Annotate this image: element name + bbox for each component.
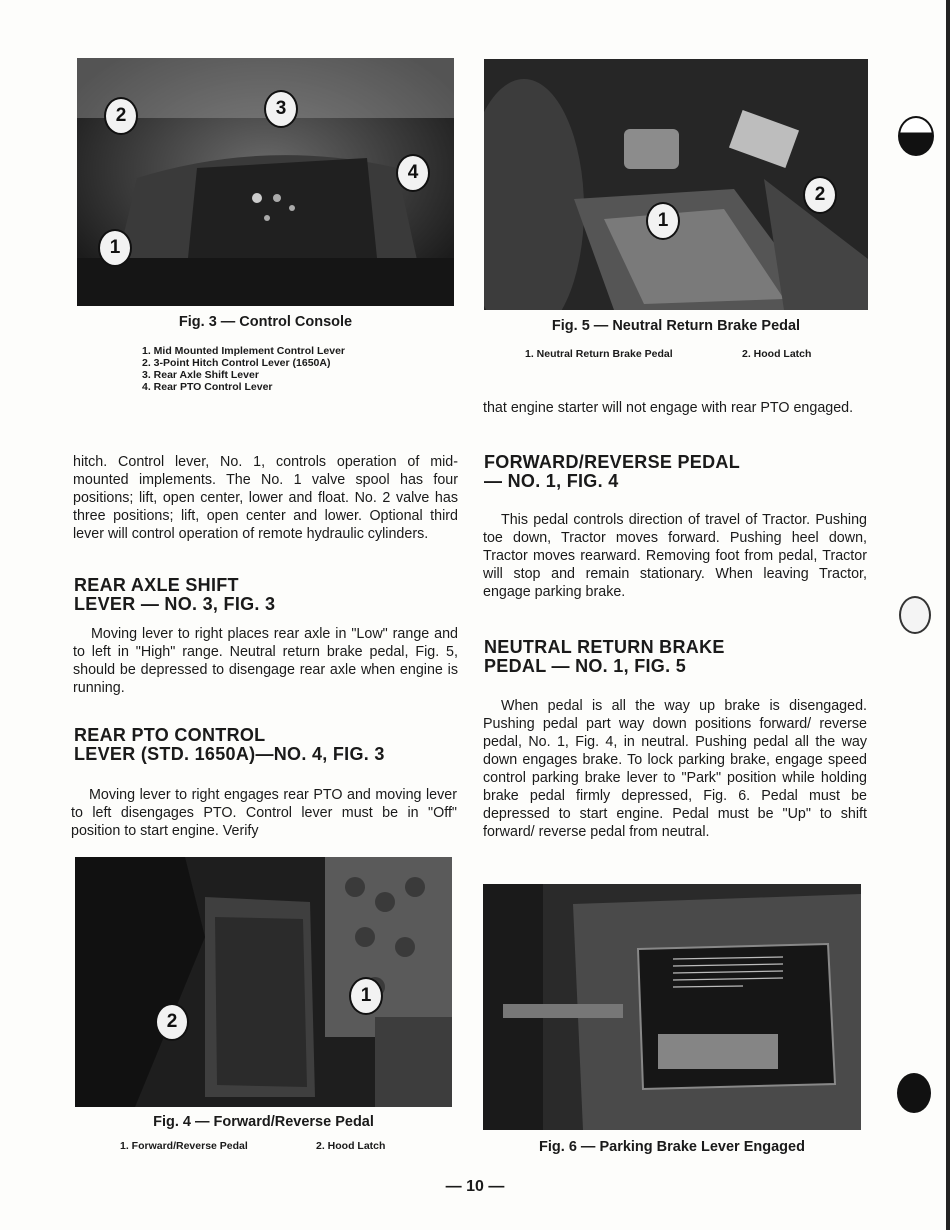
fig4-callout-2: 2 <box>155 1003 189 1041</box>
left-para-1-text: hitch. Control lever, No. 1, controls operation of mid-mounted implements. The No. 1 valve spool has four positions; lift, open center, lower and float. No. 2 valve has three positions; lift, open center and lower. Optional third lever will control operation of remote hydraulic cylinders. <box>73 454 458 542</box>
binder-hole-middle-icon <box>899 596 931 634</box>
right-para-2 <box>483 697 867 841</box>
left-para-3 <box>71 786 457 840</box>
fig3-callout-2: 2 <box>104 97 138 135</box>
fig6-caption: Fig. 6 — Parking Brake Lever Engaged <box>539 1139 805 1155</box>
fig3-callout-1: 1 <box>98 229 132 267</box>
fig5-callout-2: 2 <box>803 176 837 214</box>
right-edge-border <box>946 0 950 1230</box>
fig3-caption: Fig. 3 — Control Console <box>178 314 353 330</box>
fig3-legend-item: 3. Rear Axle Shift Lever <box>142 369 259 381</box>
forward-reverse-heading-line2: — NO. 1, FIG. 4 <box>484 471 619 491</box>
forward-reverse-heading-line1: FORWARD/REVERSE PEDAL <box>484 452 740 472</box>
left-para-1 <box>73 453 458 543</box>
right-para-1-text: This pedal controls direction of travel of Tractor. Pushing toe down, Tractor moves forward. Pushing heel down, Tractor moves rearward. Removing foot from pedal, Tractor will stop and remain stationary. When leaving Tractor, engage parking brake. <box>483 512 867 600</box>
fig5-callout-1: 1 <box>646 202 680 240</box>
fig3-legend-item: 4. Rear PTO Control Lever <box>142 381 273 393</box>
rear-axle-heading <box>74 576 459 614</box>
left-para-3-text: Moving lever to right engages rear PTO and moving lever to left disengages PTO. Control lever must be in "Off" position to start engine. Verify <box>71 787 457 839</box>
fig6-photo <box>483 884 861 1130</box>
fig3-callout-3: 3 <box>264 90 298 128</box>
page-number: — 10 — <box>445 1178 505 1195</box>
right-para-0 <box>483 399 867 417</box>
fig4-legend-item-1: 1. Forward/Reverse Pedal <box>120 1140 248 1152</box>
binder-hole-bottom-icon <box>897 1073 931 1113</box>
neutral-return-heading <box>484 638 868 676</box>
forward-reverse-heading <box>484 453 868 491</box>
rear-pto-heading-line1: REAR PTO CONTROL <box>74 725 266 745</box>
left-para-2-text: Moving lever to right places rear axle in "Low" range and to left in "High" range. Neutral return brake pedal, Fig. 5, should be depressed to disengage rear axle when engine is running. <box>73 626 458 696</box>
binder-hole-top-icon <box>898 116 934 156</box>
left-para-2 <box>73 625 458 697</box>
fig4-legend-item-2: 2. Hood Latch <box>316 1140 386 1152</box>
rear-pto-heading <box>74 726 459 764</box>
fig3-callout-4: 4 <box>396 154 430 192</box>
fig3-legend-item: 1. Mid Mounted Implement Control Lever <box>142 345 346 357</box>
fig3-legend-item: 2. 3-Point Hitch Control Lever (1650A) <box>142 357 331 369</box>
neutral-return-heading-line1: NEUTRAL RETURN BRAKE <box>484 637 725 657</box>
right-para-2-text: When pedal is all the way up brake is disengaged. Pushing pedal part way down positions forward/ reverse pedal, No. 1, Fig. 4, in neutral. Pushing pedal all the way down engages brake. To lock parking brake, engage speed control parking brake lever to "Park" position while holding brake pedal firmly depressed, Fig. 6. Pedal must be depressed to start engine. Pedal must be "Up" to shift forward/ reverse pedal from neutral. <box>483 698 867 840</box>
right-para-0-text: that engine starter will not engage with rear PTO engaged. <box>483 400 854 416</box>
fig5-legend-item-2: 2. Hood Latch <box>742 348 812 360</box>
rear-pto-heading-line2: LEVER (STD. 1650A)—NO. 4, FIG. 3 <box>74 744 385 764</box>
rear-axle-heading-line2: LEVER — NO. 3, FIG. 3 <box>74 594 276 614</box>
neutral-return-heading-line2: PEDAL — NO. 1, FIG. 5 <box>484 656 687 676</box>
fig4-caption: Fig. 4 — Forward/Reverse Pedal <box>153 1114 374 1130</box>
fig5-caption: Fig. 5 — Neutral Return Brake Pedal <box>551 318 801 334</box>
right-para-1 <box>483 511 867 601</box>
fig4-callout-1: 1 <box>349 977 383 1015</box>
fig3-legend <box>142 345 345 393</box>
fig5-legend-item-1: 1. Neutral Return Brake Pedal <box>525 348 673 360</box>
rear-axle-heading-line1: REAR AXLE SHIFT <box>74 575 239 595</box>
fig4-photo <box>75 857 452 1107</box>
